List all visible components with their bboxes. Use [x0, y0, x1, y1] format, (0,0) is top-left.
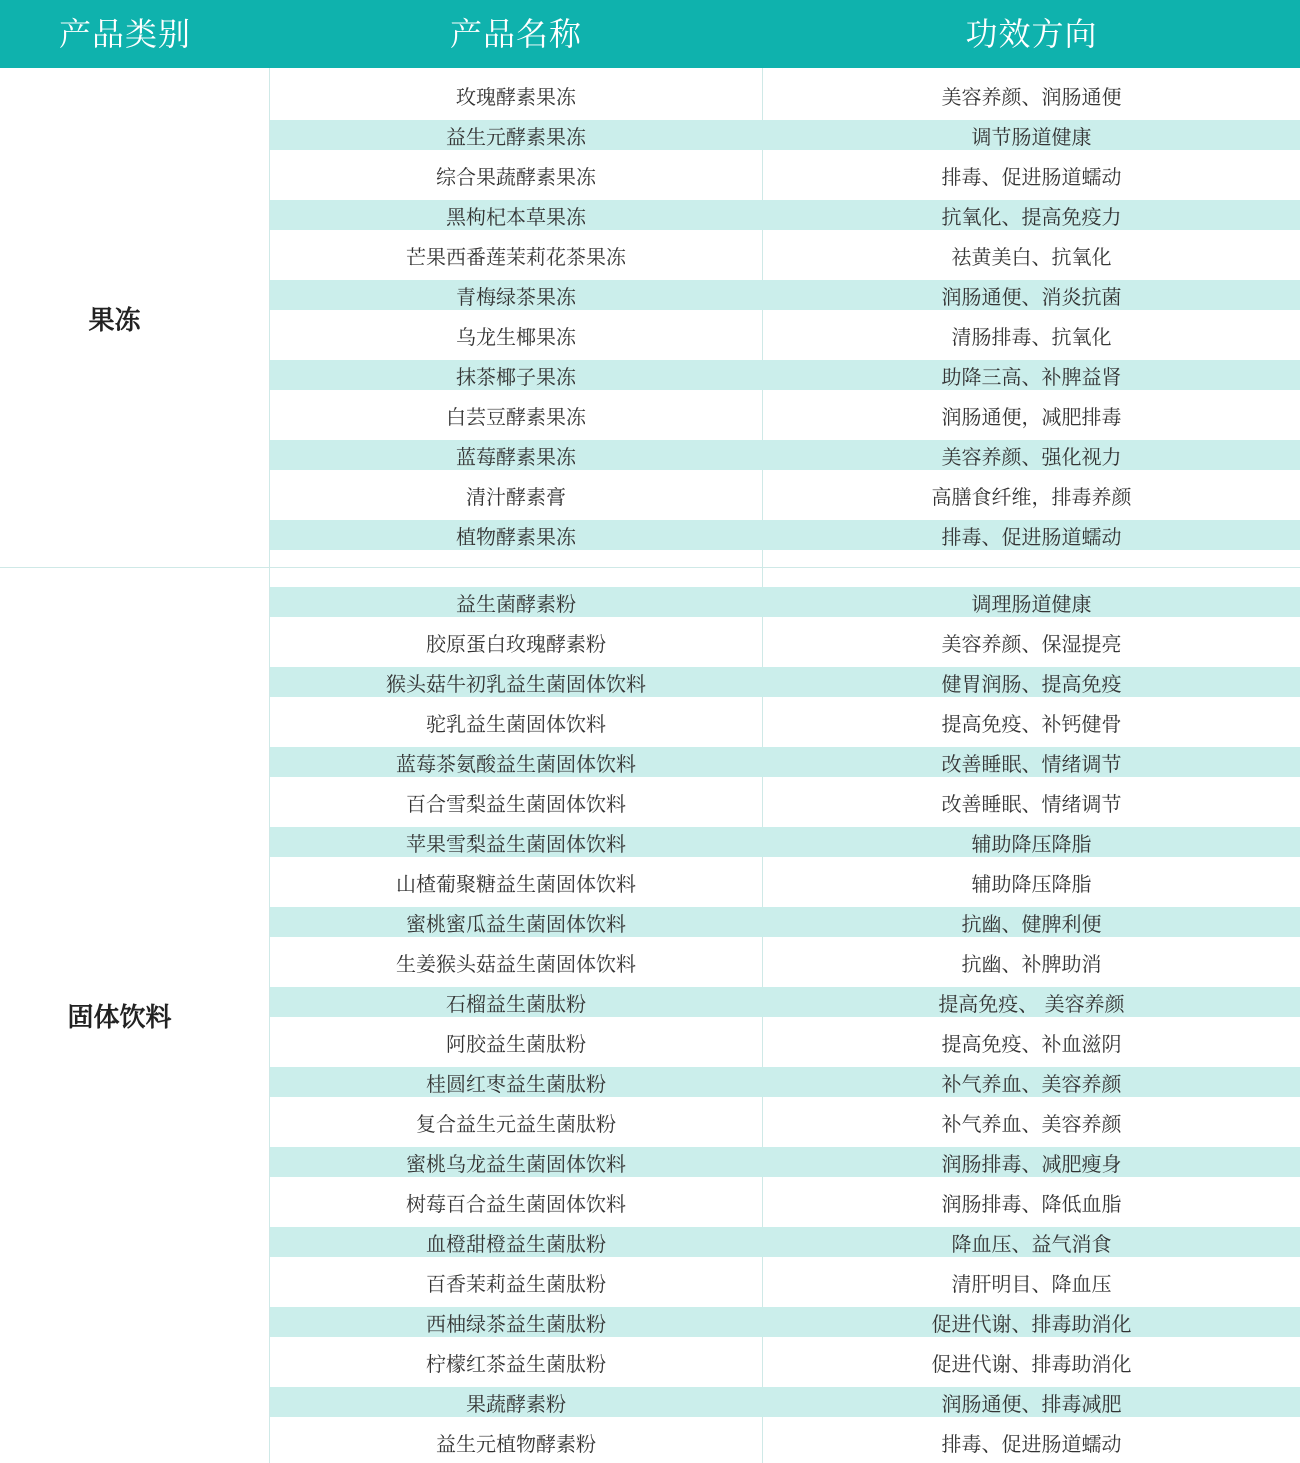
efficacy-cell: 调节肠道健康 [971, 124, 1092, 149]
efficacy-cell: 清肠排毒、抗氧化 [951, 324, 1112, 349]
table-row [270, 862, 1300, 902]
product-name-cell: 益生元酵素果冻 [446, 124, 586, 149]
efficacy-cell: 润肠通便，减肥排毒 [941, 404, 1122, 429]
efficacy-cell: 健胃润肠、提高免疫 [941, 671, 1122, 696]
category-label: 果冻 [88, 305, 141, 336]
table-row [270, 360, 1300, 390]
product-name-cell: 青梅绿茶果冻 [456, 284, 576, 309]
table-row [270, 747, 1300, 777]
efficacy-cell: 排毒、促进肠道蠕动 [941, 1431, 1122, 1456]
table-row [270, 1182, 1300, 1222]
table-row [270, 75, 1300, 115]
efficacy-cell: 补气养血、美容养颜 [941, 1071, 1122, 1096]
efficacy-cell: 抗氧化、提高免疫力 [941, 204, 1122, 229]
table-row [270, 587, 1300, 617]
table-row [270, 987, 1300, 1017]
product-name-cell: 综合果蔬酵素果冻 [436, 164, 596, 189]
efficacy-cell: 抗幽、补脾助消 [961, 951, 1102, 976]
table-row [270, 667, 1300, 697]
header-category: 产品类别 [58, 15, 191, 53]
table-row [270, 200, 1300, 230]
efficacy-cell: 提高免疫、补钙健骨 [941, 711, 1122, 736]
efficacy-cell: 提高免疫、 美容养颜 [938, 991, 1125, 1016]
product-name-cell: 白芸豆酵素果冻 [446, 404, 586, 429]
product-name-cell: 胶原蛋白玫瑰酵素粉 [426, 631, 606, 656]
table-row [270, 1342, 1300, 1382]
product-name-cell: 百合雪梨益生菌固体饮料 [406, 791, 626, 816]
table-row [270, 155, 1300, 195]
product-name-cell: 蓝莓酵素果冻 [456, 444, 576, 469]
product-name-cell: 果蔬酵素粉 [466, 1391, 566, 1416]
product-name-cell: 蜜桃蜜瓜益生菌固体饮料 [406, 911, 626, 936]
product-name-cell: 树莓百合益生菌固体饮料 [406, 1191, 626, 1216]
efficacy-cell: 祛黄美白、抗氧化 [951, 244, 1112, 269]
product-name-cell: 蓝莓茶氨酸益生菌固体饮料 [396, 751, 636, 776]
product-name-cell: 猴头菇牛初乳益生菌固体饮料 [386, 671, 646, 696]
product-name-cell: 植物酵素果冻 [456, 524, 576, 549]
table-row [270, 235, 1300, 275]
table-row [270, 440, 1300, 470]
efficacy-cell: 美容养颜、强化视力 [941, 444, 1122, 469]
efficacy-cell: 促进代谢、排毒助消化 [931, 1311, 1132, 1336]
product-name-cell: 复合益生元益生菌肽粉 [416, 1111, 616, 1136]
table-row [270, 1102, 1300, 1142]
table-row [270, 1262, 1300, 1302]
product-rows [270, 75, 1300, 555]
category-label: 固体饮料 [67, 1003, 172, 1033]
product-name-cell: 百香茉莉益生菌肽粉 [426, 1271, 606, 1296]
efficacy-cell: 美容养颜、润肠通便 [941, 84, 1122, 109]
product-name-cell: 柠檬红茶益生菌肽粉 [426, 1351, 606, 1376]
table-row [270, 475, 1300, 515]
header-efficacy: 功效方向 [965, 15, 1098, 53]
product-name-cell: 抹茶椰子果冻 [456, 364, 576, 389]
table-row [270, 622, 1300, 662]
header-product-name: 产品名称 [449, 15, 582, 53]
product-rows [270, 582, 1300, 1462]
efficacy-cell: 排毒、促进肠道蠕动 [941, 524, 1122, 549]
table-row [270, 1022, 1300, 1062]
efficacy-cell: 助降三高、补脾益肾 [941, 364, 1122, 389]
section-solid-drink [0, 568, 1300, 1463]
efficacy-cell: 降血压、益气消食 [951, 1231, 1112, 1256]
section-jelly [0, 68, 1300, 568]
table-row [270, 827, 1300, 857]
product-name-cell: 玫瑰酵素果冻 [456, 84, 576, 109]
efficacy-cell: 改善睡眠、情绪调节 [941, 791, 1122, 816]
product-name-cell: 血橙甜橙益生菌肽粉 [426, 1231, 606, 1256]
table-row [270, 782, 1300, 822]
efficacy-cell: 辅助降压降脂 [971, 831, 1092, 856]
table-row [270, 315, 1300, 355]
table-row [270, 520, 1300, 550]
product-name-cell: 芒果西番莲茉莉花茶果冻 [406, 244, 626, 269]
table-row [270, 702, 1300, 742]
product-name-cell: 黑枸杞本草果冻 [446, 204, 586, 229]
efficacy-cell: 清肝明目、降血压 [951, 1271, 1112, 1296]
product-name-cell: 西柚绿茶益生菌肽粉 [426, 1311, 606, 1336]
product-name-cell: 益生元植物酵素粉 [436, 1431, 596, 1456]
efficacy-cell: 抗幽、健脾利便 [961, 911, 1102, 936]
table-header [0, 0, 1300, 68]
product-name-cell: 石榴益生菌肽粉 [446, 991, 586, 1016]
table-row [270, 1387, 1300, 1417]
efficacy-cell: 美容养颜、保湿提亮 [941, 631, 1122, 656]
efficacy-cell: 提高免疫、补血滋阴 [941, 1031, 1122, 1056]
table-row [270, 395, 1300, 435]
product-name-cell: 清汁酵素膏 [466, 484, 566, 509]
efficacy-cell: 辅助降压降脂 [971, 871, 1092, 896]
efficacy-cell: 补气养血、美容养颜 [941, 1111, 1122, 1136]
product-name-cell: 阿胶益生菌肽粉 [446, 1031, 586, 1056]
product-name-cell: 益生菌酵素粉 [456, 591, 576, 616]
efficacy-cell: 促进代谢、排毒助消化 [931, 1351, 1132, 1376]
table-row [270, 1067, 1300, 1097]
table-row [270, 1227, 1300, 1257]
table-row [270, 1307, 1300, 1337]
efficacy-cell: 润肠通便、排毒减肥 [941, 1391, 1122, 1416]
table-row [270, 942, 1300, 982]
product-name-cell: 蜜桃乌龙益生菌固体饮料 [406, 1151, 626, 1176]
efficacy-cell: 润肠通便、消炎抗菌 [941, 284, 1122, 309]
product-name-cell: 山楂葡聚糖益生菌固体饮料 [396, 871, 636, 896]
efficacy-cell: 调理肠道健康 [971, 591, 1092, 616]
product-name-cell: 生姜猴头菇益生菌固体饮料 [396, 951, 636, 976]
efficacy-cell: 改善睡眠、情绪调节 [941, 751, 1122, 776]
product-name-cell: 驼乳益生菌固体饮料 [426, 711, 606, 736]
efficacy-cell: 润肠排毒、减肥瘦身 [941, 1151, 1122, 1176]
category-cell [0, 568, 269, 1463]
category-cell [0, 68, 269, 568]
table-row [270, 1422, 1300, 1462]
efficacy-cell: 润肠排毒、降低血脂 [941, 1191, 1122, 1216]
table-row [270, 907, 1300, 937]
table-row [270, 120, 1300, 150]
table-row [270, 280, 1300, 310]
efficacy-cell: 高膳食纤维，排毒养颜 [931, 484, 1132, 509]
efficacy-cell: 排毒、促进肠道蠕动 [941, 164, 1122, 189]
table-row [270, 1147, 1300, 1177]
product-name-cell: 苹果雪梨益生菌固体饮料 [406, 831, 626, 856]
product-name-cell: 乌龙生椰果冻 [456, 324, 576, 349]
product-name-cell: 桂圆红枣益生菌肽粉 [426, 1071, 606, 1096]
